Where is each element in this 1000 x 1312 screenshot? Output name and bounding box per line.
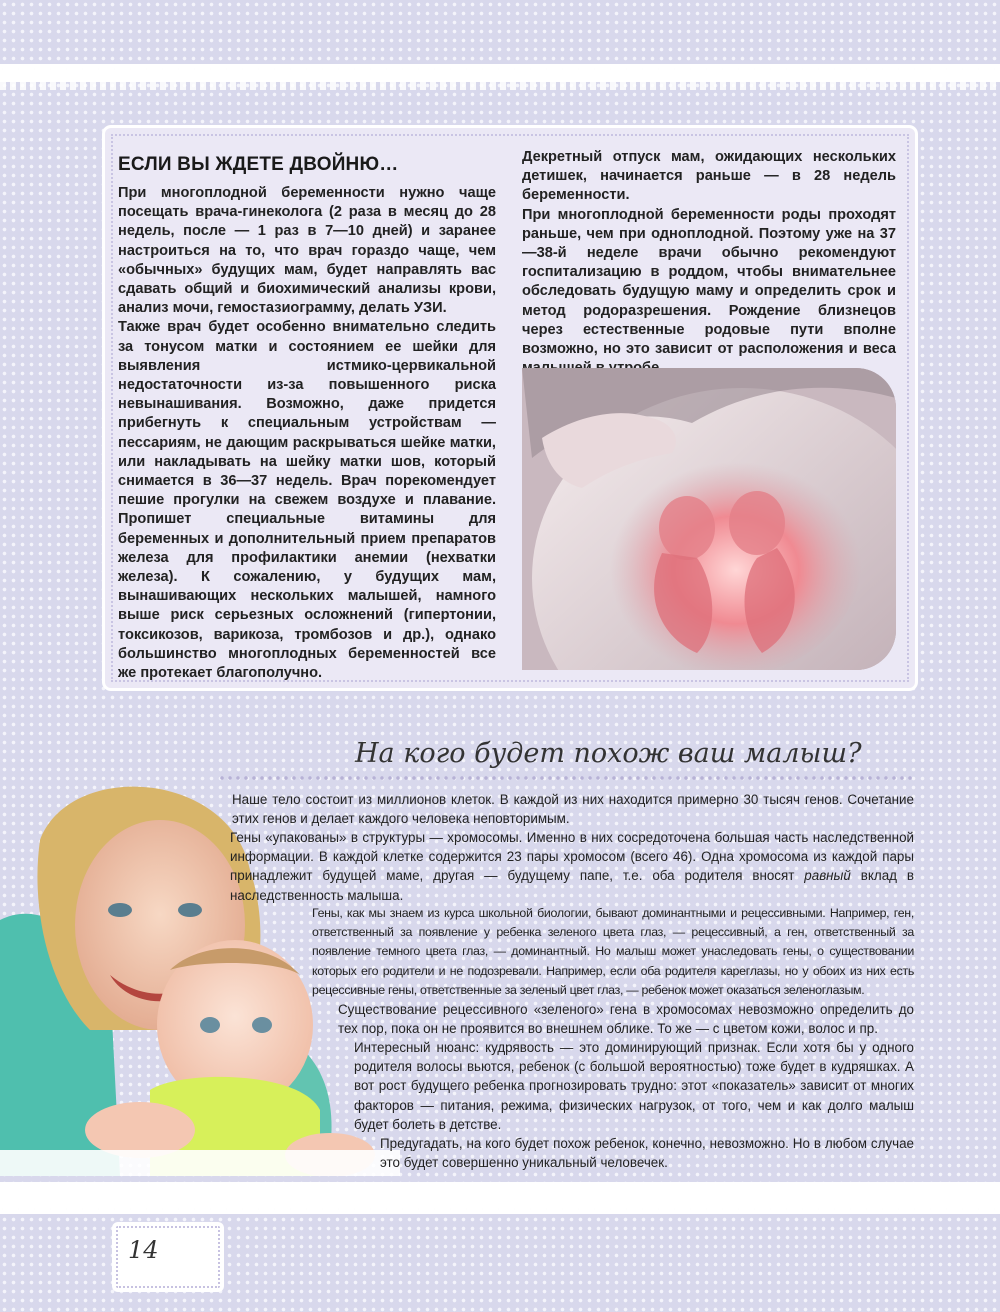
emphasis-word: равный [804, 868, 851, 884]
section-paragraph-4: Существование рецессивного «зеленого» гена в хромосомах невозможно определить до тех пор, пока он не проявится во внешнем облике. То же — с цветом кожи, волос и пр. [338, 1002, 914, 1037]
twins-in-womb-image [522, 368, 896, 670]
page-number: 14 [128, 1236, 159, 1264]
box-title: ЕСЛИ ВЫ ЖДЕТЕ ДВОЙНЮ… [118, 154, 399, 175]
box-paragraph: При многоплодной беременности нужно чаще посещать врача-гинеколога (2 раза в месяц до 28 недель, после — 1 раз в 7—10 дней) и заранее настроиться на то, что врач гораздо чаще, чем «обычных» будущих мам, будет направлять вас сдавать общий и биохимический анализы крови, анализ мочи, гемостазиограмму, делать УЗИ. [118, 185, 496, 317]
section-paragraph-2 [230, 828, 914, 905]
box-paragraph: При многоплодной беременности роды проходят раньше, чем при одноплодной. Поэтому уже на 37—38-й неделе врачи обычно рекомендуют госпитализацию в роддом, чтобы внимательнее обследовать будущую маму и определить срок и метод родоразрешения. Рождение близнецов через естественные родовые пути вполне возможно, но это зависит от расположения и веса [522, 206, 896, 358]
section-paragraph-6: Предугадать, на кого будет похож ребенок, конечно, невозможно. Но в любом случае это будет совершенно уникальный человечек. [380, 1136, 914, 1171]
section-title: На кого будет похож ваш малыш? [355, 738, 862, 769]
paragraph-text: вклад в наследственность малыша. [230, 868, 914, 903]
section-paragraph-1: Наше тело состоит из миллионов клеток. В каждой из них находится примерно 30 тысяч генов. Сочетание этих генов и делает каждого человека неповторимым. [232, 792, 914, 827]
box-column-left [118, 184, 496, 683]
top-lace-border [0, 64, 1000, 98]
bottom-lace-border [0, 1180, 1000, 1214]
box-column-right [522, 148, 896, 378]
section-paragraph-5: Интересный нюанс: кудрявость — это доминирующий признак. Если хотя бы у одного родителя волосы вьются, ребенок (с большой вероятностью) тоже будет в кудряшках. А вот рост будущего ребенка прогнозировать трудно: этот «показатель» зависит от многих факторов — питания, режима, физических нагрузок, от того, чем и как долго малыш будет болеть в детстве. [354, 1040, 914, 1132]
section-paragraph-3: Гены, как мы знаем из курса школьной биологии, бывают доминантными и рецессивными. Например, ген, ответственный за появление у ребенка зеленого цвета глаз, — рецессивный, а ген, ответственный за появление темного цвета глаз, — доминантный. Но малыш может унаследовать гены, о существовании которых его родители и не подозревали. Например, если оба родителя кареглазы, но у обоих из них есть рецессивные гены, ответственные за зеленый цвет глаз, — ребенок может оказаться зеленоглазым. [312, 906, 914, 997]
box-paragraph: Декретный отпуск мам, ожидающих нескольких детишек, начинается раньше — в 28 недель беременности. [522, 149, 896, 204]
box-paragraph: Также врач будет особенно внимательно следить за тонусом матки и состоянием ее шейки для выявления истмико-цервикальной недостаточности из-за повышенного риска невынашивания. Возможно, даже придется прибегнуть к специальным устройствам — пессариям, не дающим раскрываться шейке матки, или накладывать на шейку матки шов, который снимается в 36—37 недель. Врач порекомендует пешие прогулки на свежем воздухе и плавание. Пропишет специальные витамины для беременных и дополнительный прием препаратов железа для профилактики анемии (нехватки железа). К сожалению, у будущих мам, вынашивающих нескольких малышей, намного выше риск серьезных осложнений (гипертонии, токсикозов, варикоза, тромбозов и др.), однако большинство многоплодных беременностей все же протекает благополучно. [118, 319, 496, 682]
paragraph-text: Гены «упакованы» в структуры — хромосомы. Именно в них сосредоточена большая часть наследственной информации. В каждой клетке содержится 23 пары хромосом (всего 46). Одна хромосома из каждой пары принадлежит будущей маме, другая — будущему папе, т.е. оба родителя вносят [230, 830, 914, 884]
